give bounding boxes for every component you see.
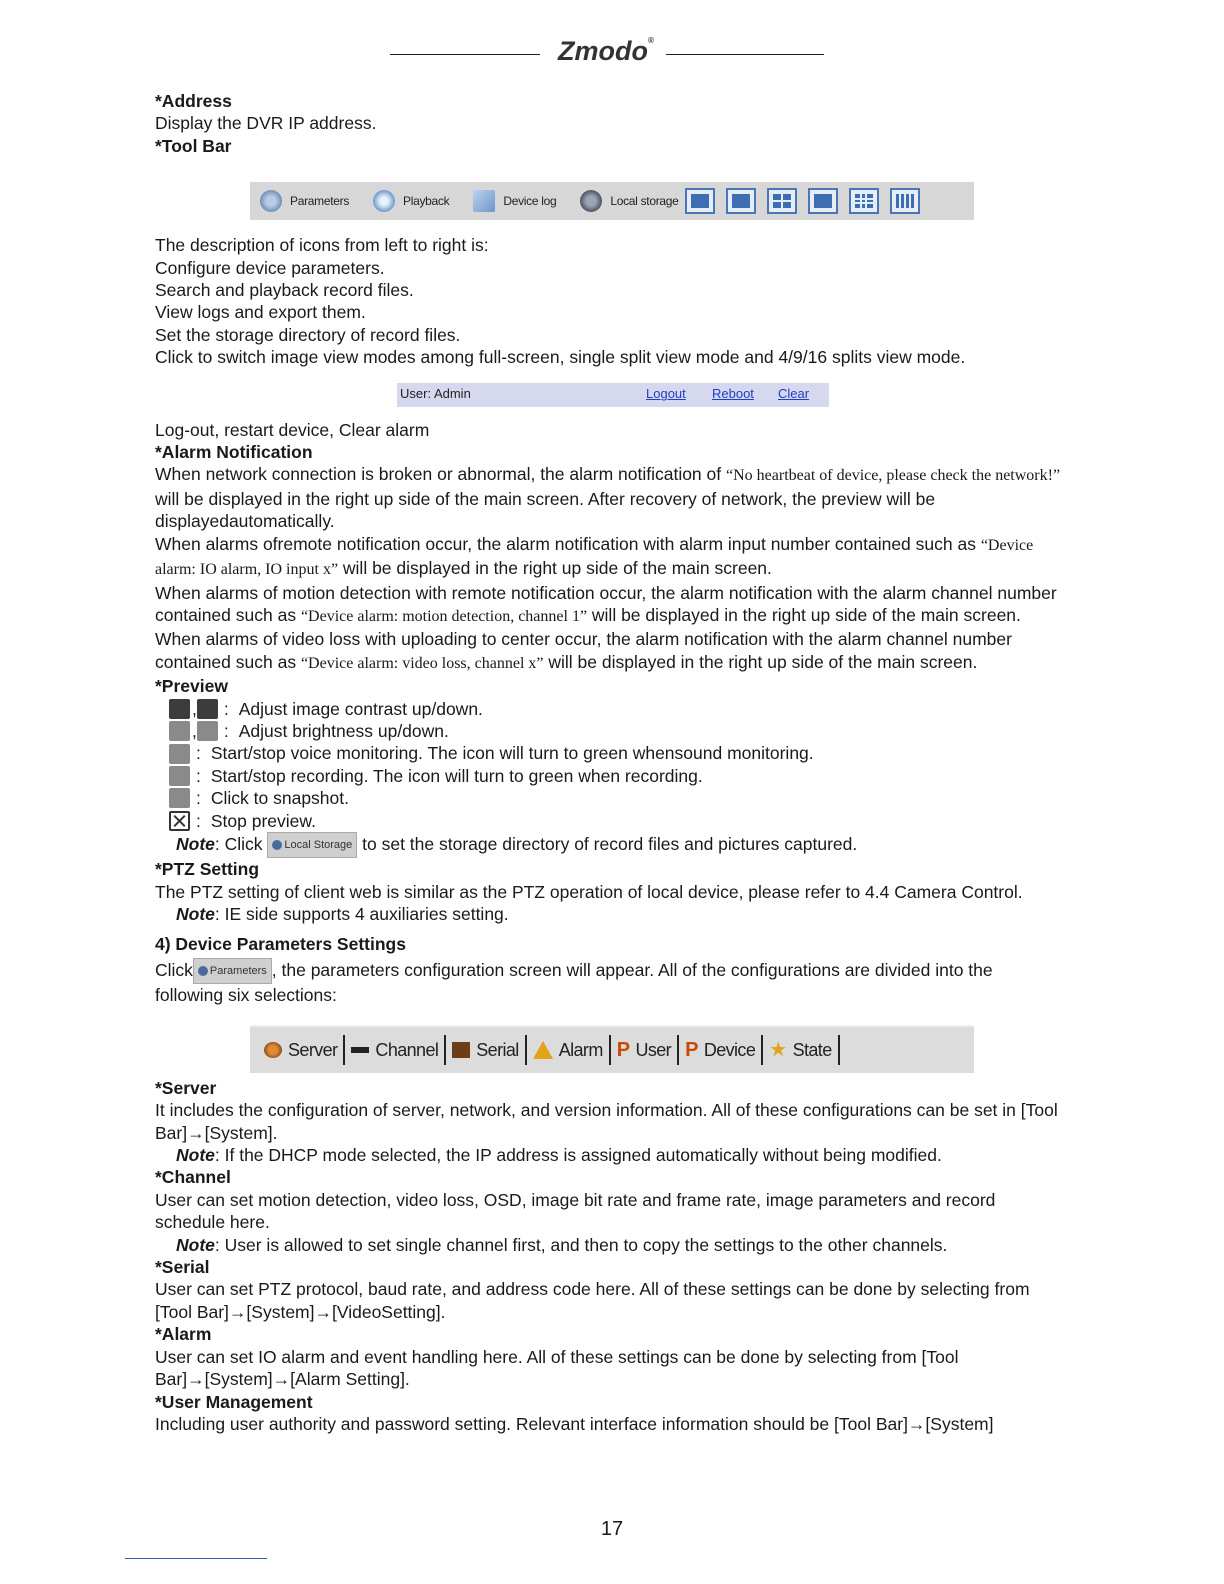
header-rule-left xyxy=(390,54,540,55)
server-icon xyxy=(264,1042,282,1058)
serial-heading: *Serial xyxy=(155,1257,210,1278)
key-icon: P xyxy=(616,1038,630,1061)
toolbar-playback[interactable]: Playback xyxy=(373,190,449,212)
contrast-up-icon[interactable] xyxy=(169,699,190,719)
tab-alarm[interactable]: Alarm xyxy=(525,1035,609,1065)
snapshot-icon[interactable] xyxy=(169,788,190,808)
logout-link[interactable]: Logout xyxy=(646,386,686,402)
camera-icon xyxy=(351,1047,369,1053)
config-tabs-figure xyxy=(250,1025,974,1073)
user-management-text: Including user authority and password setting. Relevant interface information should be [Tool Bar]→[System] xyxy=(155,1413,994,1434)
brightness-down-icon[interactable] xyxy=(197,721,218,741)
preview-brightness-row: , : Adjust brightness up/down. xyxy=(155,720,1065,742)
tab-state[interactable]: ★ State xyxy=(761,1035,839,1065)
address-text: Display the DVR IP address. xyxy=(155,113,377,134)
split-view-icon[interactable] xyxy=(808,188,838,214)
header-rule-right xyxy=(666,54,824,55)
tab-server[interactable]: Server xyxy=(256,1035,343,1065)
star-icon: ★ xyxy=(769,1038,787,1061)
preview-heading: *Preview xyxy=(155,676,228,697)
tab-serial[interactable]: Serial xyxy=(444,1035,524,1065)
fullscreen-view-icon[interactable] xyxy=(685,188,715,214)
user-management-heading: *User Management xyxy=(155,1391,313,1412)
toolbar-device-log[interactable]: Device log xyxy=(473,190,556,212)
toolbar-line: Click to switch image view modes among full-screen, single split view mode and 4/9/16 splits view mode. xyxy=(155,347,966,368)
server-heading: *Server xyxy=(155,1077,217,1098)
clear-link[interactable]: Clear xyxy=(778,386,810,402)
parameters-button[interactable]: Parameters xyxy=(193,958,272,984)
page-number: 17 xyxy=(600,1518,624,1540)
preview-snapshot-row: : Click to snapshot. xyxy=(155,787,1065,809)
device-params-text: Click Parameters , the parameters configuration screen will appear. All of the configurations are divided into the following six selections: xyxy=(155,959,993,1006)
toolbar-line: Search and playback record files. xyxy=(155,280,414,301)
toolbar-line: Set the storage directory of record files. xyxy=(155,324,461,345)
preview-contrast-row: , : Adjust image contrast up/down. xyxy=(155,698,1065,720)
toolbar-line: View logs and export them. xyxy=(155,302,366,323)
warning-icon xyxy=(533,1041,553,1059)
key-icon: P xyxy=(685,1038,698,1061)
preview-record-row: : Start/stop recording. The icon will turn to green when recording. xyxy=(155,765,1065,787)
channel-text: User can set motion detection, video loss, OSD, image bit rate and frame rate, image parameters and record schedule here. xyxy=(155,1189,996,1233)
contrast-down-icon[interactable] xyxy=(197,699,218,719)
playback-icon xyxy=(373,190,395,212)
alarm-notification-heading: *Alarm Notification xyxy=(155,442,313,463)
server-text: It includes the configuration of server, network, and version information. All of these configurations can be set in [Tool Bar]→[System]. xyxy=(155,1100,1058,1143)
gear-icon xyxy=(198,966,208,976)
toolbar-parameters[interactable]: Parameters xyxy=(260,190,349,212)
split-16-view-icon[interactable] xyxy=(890,188,920,214)
alarm-paragraph: When alarms of video loss with uploading to center occur, the alarm notification with the alarm channel number contained such as “Device alarm: video loss, channel x” will be displayed in the right up side of the main screen. xyxy=(155,629,1012,672)
preview-stop-row: : Stop preview. xyxy=(155,810,1065,832)
preview-voice-row: : Start/stop voice monitoring. The icon will turn to green whensound monitoring. xyxy=(155,742,1065,764)
toolbar-line: Configure device parameters. xyxy=(155,257,385,278)
tab-user[interactable]: P User xyxy=(609,1035,677,1065)
toolbar-figure xyxy=(250,182,974,220)
brightness-up-icon[interactable] xyxy=(169,721,190,741)
split-4-view-icon[interactable] xyxy=(767,188,797,214)
record-icon[interactable] xyxy=(169,766,190,786)
alarm-paragraph: When alarms ofremote notification occur, the alarm notification with alarm input number contained such as “Device alarm: IO alarm, IO input x” will be displayed in the right up side of the main screen. xyxy=(155,533,1034,579)
local-storage-button[interactable]: Local Storage xyxy=(267,832,357,858)
log-icon xyxy=(473,190,495,212)
tab-channel[interactable]: Channel xyxy=(343,1035,444,1065)
channel-note: Note: User is allowed to set single channel first, and then to copy the settings to the other channels. xyxy=(176,1234,948,1255)
address-heading: *Address xyxy=(155,91,232,111)
split-9-view-icon[interactable] xyxy=(849,188,879,214)
page-content xyxy=(155,90,1065,1435)
speaker-icon[interactable] xyxy=(169,744,190,764)
alarm-text: User can set IO alarm and event handling here. All of these settings can be done by selecting from [Tool Bar]→[System]→[Alarm Setting]. xyxy=(155,1346,959,1390)
alarm-paragraph: When network connection is broken or abnormal, the alarm notification of “No heartbeat of device, please check the network!” will be displayed in the right up side of the main screen. After recovery of network, the preview will be displayedautomatically. xyxy=(155,464,1061,532)
toolbar-intro: The description of icons from left to right is: xyxy=(155,235,489,256)
storage-icon xyxy=(272,840,282,850)
single-view-icon[interactable] xyxy=(726,188,756,214)
gear-icon xyxy=(260,190,282,212)
ptz-text: The PTZ setting of client web is similar as the PTZ operation of local device, please refer to 4.4 Camera Control. xyxy=(155,881,1023,902)
toolbar-heading: *Tool Bar xyxy=(155,135,232,156)
server-note: Note: If the DHCP mode selected, the IP address is assigned automatically without being modified. xyxy=(176,1145,942,1166)
user-bar-figure xyxy=(397,383,829,407)
ptz-note: Note: IE side supports 4 auxiliaries setting. xyxy=(176,904,509,925)
alarm-paragraph: When alarms of motion detection with remote notification occur, the alarm notification with the alarm channel number contained such as “Device alarm: motion detection, channel 1” will be displayed in the right up side of the main screen. xyxy=(155,582,1057,625)
serial-icon xyxy=(452,1042,470,1058)
alarm-heading: *Alarm xyxy=(155,1324,212,1345)
device-params-heading: 4) Device Parameters Settings xyxy=(155,933,406,954)
serial-text: User can set PTZ protocol, baud rate, and address code here. All of these settings can be done by selecting from [Tool Bar]→[System]→[VideoSetting]. xyxy=(155,1279,1030,1322)
preview-note: Note: Click Local Storage to set the storage directory of record files and pictures captured. xyxy=(155,832,1065,858)
page-header xyxy=(390,36,824,68)
storage-icon xyxy=(580,190,602,212)
channel-heading: *Channel xyxy=(155,1167,231,1188)
user-label: User: Admin xyxy=(400,386,471,402)
toolbar-local-storage[interactable]: Local storage xyxy=(580,190,678,212)
zmodo-logo: Zmodo® xyxy=(558,36,654,66)
logout-description: Log-out, restart device, Clear alarm xyxy=(155,419,430,440)
footer-rule xyxy=(125,1558,267,1559)
tab-device[interactable]: P Device xyxy=(677,1035,761,1065)
ptz-heading: *PTZ Setting xyxy=(155,859,260,880)
stop-preview-icon[interactable] xyxy=(169,811,190,831)
reboot-link[interactable]: Reboot xyxy=(712,386,754,402)
